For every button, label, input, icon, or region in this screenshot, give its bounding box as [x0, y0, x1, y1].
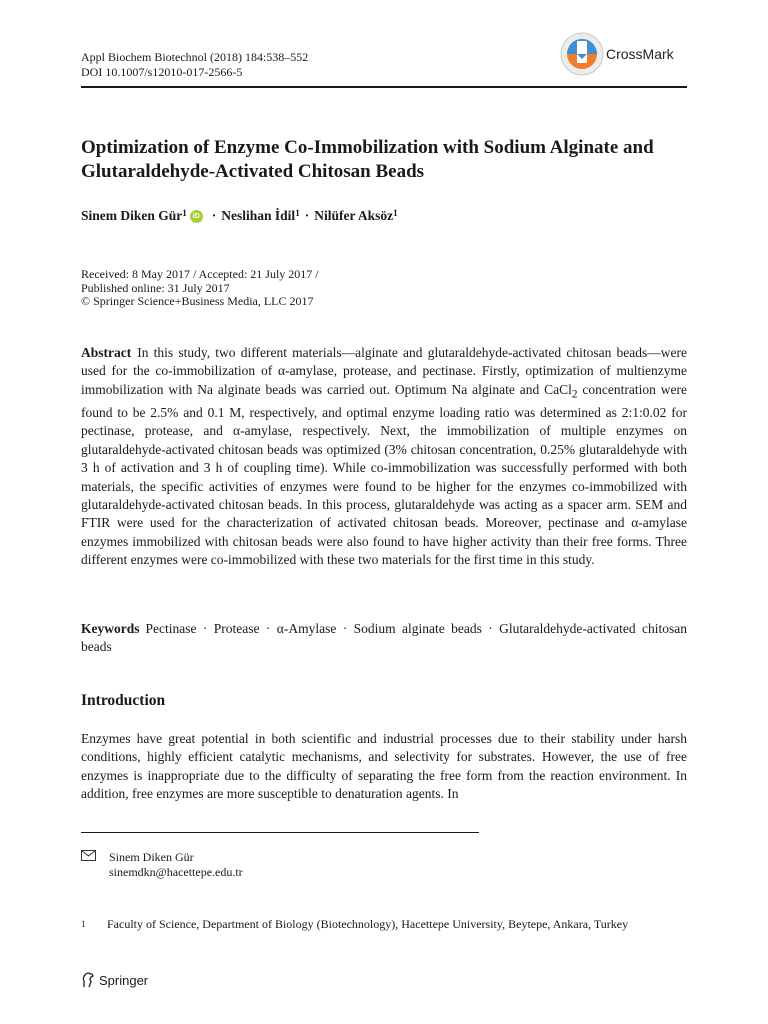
keywords-text: Pectinase · Protease · α-Amylase · Sodium alginate beads · Glutaraldehyde-activated chitosan beads	[81, 621, 687, 655]
abstract-label: Abstract	[81, 345, 132, 360]
author-list	[81, 208, 398, 224]
envelope-icon	[81, 850, 109, 880]
author-affil-mark: 1	[182, 208, 187, 218]
publisher-name: Springer	[99, 972, 149, 988]
affiliation-footnote	[81, 917, 687, 932]
author-affil-mark: 1	[295, 208, 300, 218]
author-name[interactable]: Sinem Diken Gür	[81, 208, 183, 223]
doi[interactable]: DOI 10.1007/s12010-017-2566-5	[81, 64, 243, 79]
journal-citation: Appl Biochem Biotechnol (2018) 184:538–552	[81, 50, 309, 64]
publisher-logo	[81, 972, 148, 988]
abstract-text-cont: concentration were found to be 2.5% and 0.1 M, respectively, and optimal enzyme loading ratio was determined as 2:1:0.02 for pectinase, protease, and α-amylase, respectively. Next, the immobilization of multiple enzymes on glutaraldehyde-activated chitosan beads was optimized (3% chitosan concentration, 0.25% glutaraldehyde with 3 h of activation and 3 h of coupling time). While co-immobilization was successfully performed with both materials, the specific activities of enzymes were found to be higher for the enzymes co-immobilized with glutaraldehyde-activated chitosan beads. In this process, glutaraldehyde was acting as a spacer arm. SEM and FTIR were used for the characterization of activated chitosan beads. Moreover, pectinase and α-amylase enzymes immobilized with chitosan beads were also found to have higher activity than their free forms. Three different enzymes were co-immobilized with these two materials for the first time in this study.	[81, 381, 687, 568]
header-rule	[81, 86, 687, 88]
corresponding-name: Sinem Diken Gür	[109, 850, 194, 864]
author-affil-mark: 1	[393, 208, 398, 218]
author-separator: ·	[304, 208, 310, 223]
keywords	[81, 620, 687, 657]
abstract	[81, 344, 687, 570]
author-separator: ·	[211, 208, 217, 223]
crossmark-label: CrossMark	[606, 46, 674, 62]
affiliation-text: Faculty of Science, Department of Biology (Biotechnology), Hacettepe University, Beytepe, Ankara, Turkey	[107, 917, 629, 931]
received-accepted: Received: 8 May 2017 / Accepted: 21 July 2017 /	[81, 267, 319, 281]
springer-horse-icon	[81, 972, 95, 988]
crossmark-icon	[560, 32, 604, 76]
keywords-label: Keywords	[81, 621, 140, 636]
author-name[interactable]: Neslihan İdil	[221, 208, 296, 223]
introduction-text: Enzymes have great potential in both scientific and industrial processes due to their stability under harsh conditions, highly efficient catalytic mechanisms, and selectivity for substrates. However, the use of free enzymes is inappropriate due to the difficulty of separating the free form from the reaction environment. In addition, free enzymes are more susceptible to denaturation agents. In	[81, 731, 687, 802]
footnote-rule	[81, 832, 479, 833]
orcid-icon[interactable]: iD	[190, 210, 203, 223]
published-online: Published online: 31 July 2017	[81, 280, 230, 295]
article-history	[81, 268, 319, 309]
crossmark-badge[interactable]	[560, 32, 674, 76]
journal-meta	[81, 50, 308, 79]
author-name[interactable]: Nilüfer Aksöz	[314, 208, 394, 223]
affiliation-number: 1	[81, 919, 86, 929]
abstract-text: In this study, two different materials—alginate and glutaraldehyde-activated chitosan beads—were used for the co-immobilization of α-amylase, protease, and pectinase. Firstly, optimization of multienzyme immobilization with Na alginate beads was carried out. Optimum Na alginate and CaCl	[81, 345, 687, 397]
abstract-subscript: 2	[571, 388, 578, 401]
section-heading-introduction: Introduction	[81, 692, 166, 709]
corresponding-email[interactable]: sinemdkn@hacettepe.edu.tr	[109, 865, 243, 879]
paper-title: Optimization of Enzyme Co-Immobilization with Sodium Alginate and Glutaraldehyde-Activated Chitosan Beads	[81, 137, 654, 182]
corresponding-author	[81, 850, 243, 880]
copyright: © Springer Science+Business Media, LLC 2017	[81, 294, 314, 308]
